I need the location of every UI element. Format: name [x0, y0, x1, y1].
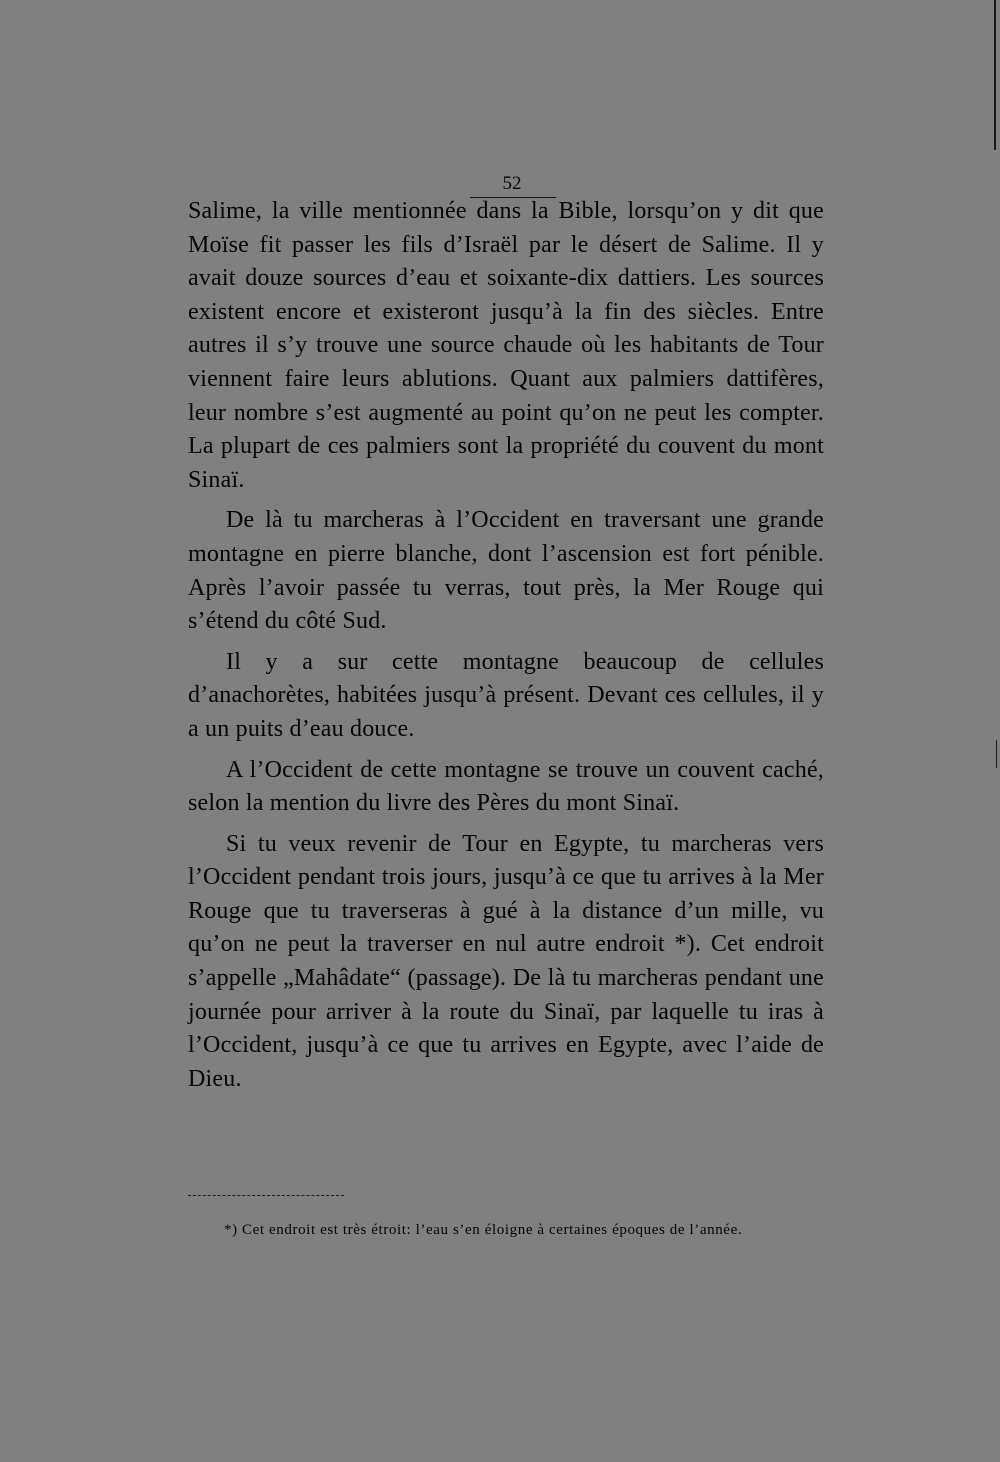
scan-edge-mark-top	[994, 0, 996, 150]
body-text	[188, 195, 824, 1103]
paragraph-5: Si tu veux revenir de Tour en Egypte, tu marcheras vers l’Occident pendant trois jours, jusqu’à ce que tu arrives à la Mer Rouge que tu traverseras à gué à la distance d’un mille, vu qu’on ne peut la traverser en nul autre endroit *). Cet endroit s’appelle „Mahâdate“ (passage). De là tu marcheras pendant une journée pour arriver à la route du Sinaï, par laquelle tu iras à l’Occident, jusqu’à ce que tu arrives en Egypte, avec l’aide de Dieu.	[188, 830, 824, 1092]
page-number: 52	[502, 173, 522, 194]
paragraph-2: De là tu marcheras à l’Occident en traversant une grande montagne en pierre blanche, dont l’ascension est fort pénible. Après l’avoir passée tu verras, tout près, la Mer Rouge qui s’étend du côté Sud.	[188, 507, 824, 635]
paragraph-1: Salime, la ville mentionnée dans la Bible, lorsqu’on y dit que Moïse fit passer les fils d’Israël par le désert de Salime. Il y avait douze sources d’eau et soixante-dix dattiers. Les sources existent encore et existeront jusqu’à la fin des siècles. Entre autres il s’y trouve une source chaude où les habitants de Tour viennent faire leurs ablutions. Quant aux palmiers dattifères, leur nombre s’est augmenté au point qu’on ne peut les compter. La plupart de ces palmiers sont la propriété du couvent du mont Sinaï.	[188, 198, 824, 493]
paragraph-4: A l’Occident de cette montagne se trouve un couvent caché, selon la mention du livre des Pères du mont Sinaï.	[188, 756, 824, 817]
paragraph-3: Il y a sur cette montagne beaucoup de cellules d’anachorètes, habitées jusqu’à présent. Devant ces cellules, il y a un puits d’eau douce.	[188, 648, 824, 742]
scan-edge-mark-middle	[996, 740, 997, 768]
footnote-rule	[188, 1195, 344, 1196]
footnote: *) Cet endroit est très étroit: l’eau s’en éloigne à certaines époques de l’année.	[224, 1222, 743, 1238]
